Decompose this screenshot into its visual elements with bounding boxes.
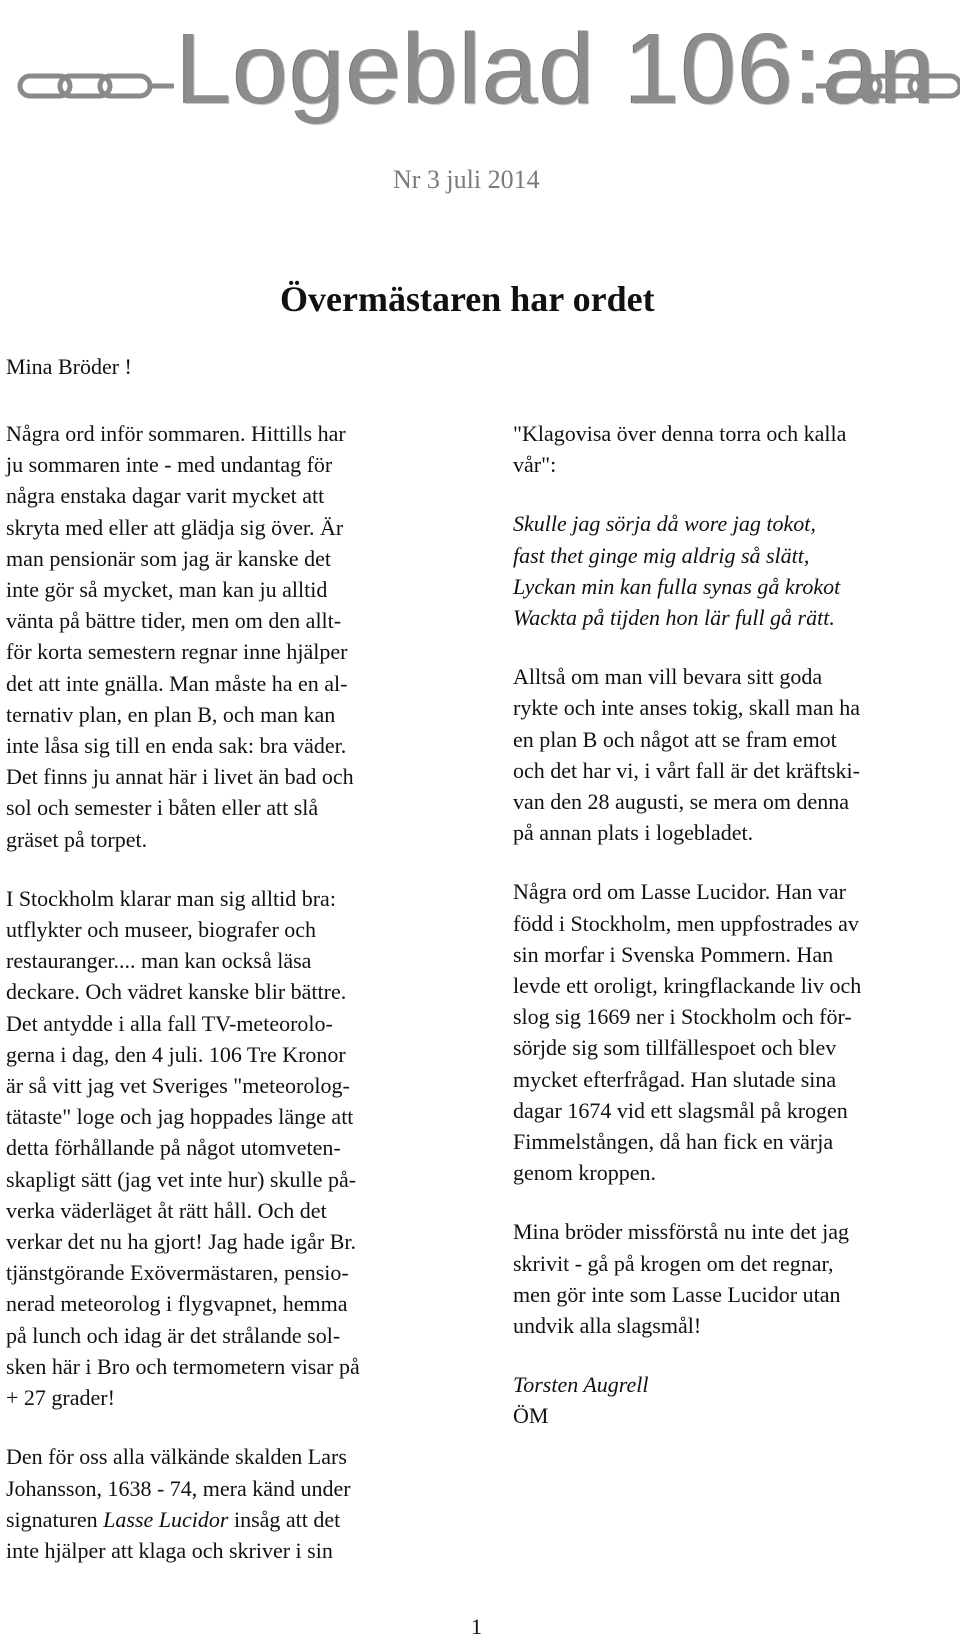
text-line: gerna i dag, den 4 juli. 106 Tre Kronor	[6, 1041, 346, 1067]
text-line: deckare. Och vädret kanske blir bättre.	[6, 979, 347, 1005]
text-line: Det antydde i alla fall TV-meteorolo-	[6, 1010, 333, 1036]
text-line: skapligt sätt (jag vet inte hur) skulle på-	[6, 1166, 357, 1192]
paragraph-2	[6, 883, 446, 1413]
verse-line: fast thet ginge mig aldrig så slätt,	[513, 542, 810, 568]
author-title: ÖM	[513, 1403, 549, 1429]
author-signature: Torsten Augrell	[513, 1372, 649, 1398]
text-run: signaturen	[6, 1506, 104, 1532]
text-line: verka väderläget åt rätt håll. Och det	[6, 1197, 327, 1223]
text-line: några enstaka dagar varit mycket att	[6, 483, 325, 509]
text-line: det att inte gnälla. Man måste ha en al-	[6, 670, 348, 696]
text-line: för korta semestern regnar inne hjälper	[6, 639, 348, 665]
text-line: tätaste" loge och jag hoppades länge att	[6, 1104, 354, 1130]
text-line: verkar det nu ha gjort! Jag hade igår Br.	[6, 1229, 357, 1255]
text-line: I Stockholm klarar man sig alltid bra:	[6, 885, 336, 911]
text-line: sken här i Bro och termometern visar på	[6, 1353, 360, 1379]
text-line: är så vitt jag vet Sveriges "meteorolog-	[6, 1073, 350, 1099]
text-line: inte hjälper att klaga och skriver i sin	[6, 1537, 333, 1563]
text-line: detta förhållande på något utomveten-	[6, 1135, 341, 1161]
text-line: ju sommaren inte - med undantag för	[6, 452, 333, 478]
verse-line: Lyckan min kan fulla synas gå krokot	[513, 573, 841, 599]
paragraph-4	[513, 661, 933, 848]
quote-title	[513, 418, 933, 480]
masthead	[8, 13, 952, 128]
text-line: Alltså om man vill bevara sitt goda	[513, 664, 823, 690]
paragraph-5	[513, 876, 933, 1188]
text-line: på annan plats i logebladet.	[513, 820, 754, 846]
right-column	[513, 418, 933, 1460]
poem-verse	[513, 508, 933, 633]
masthead-title: Logeblad 106:an	[176, 13, 937, 125]
text-line: Johansson, 1638 - 74, mera känd under	[6, 1475, 351, 1501]
text-line: gräset på torpet.	[6, 826, 148, 852]
left-column	[6, 418, 446, 1594]
text-line: sol och semester i båten eller att slå	[6, 795, 319, 821]
greeting: Mina Bröder !	[6, 354, 132, 379]
text-line: tjänstgörande Exövermästaren, pensio-	[6, 1260, 349, 1286]
chain-link-icon	[16, 68, 176, 104]
text-line: levde ett oroligt, kringflackande liv och	[513, 973, 862, 999]
poet-pseudonym: Lasse Lucidor	[103, 1506, 229, 1532]
signature-block	[513, 1369, 933, 1431]
text-line: sörjde sig som tillfällespoet och blev	[513, 1035, 837, 1061]
page-title: Övermästaren har ordet	[280, 279, 655, 319]
chain-link-icon	[816, 68, 960, 104]
text-line: men gör inte som Lasse Lucidor utan	[513, 1281, 841, 1307]
text-run: insåg att det	[228, 1506, 341, 1532]
text-line: Det finns ju annat här i livet än bad och	[6, 764, 354, 790]
text-line	[6, 1504, 446, 1535]
paragraph-6	[513, 1216, 933, 1341]
text-line: inte låsa sig till en enda sak: bra väder.	[6, 733, 347, 759]
text-line: och det har vi, i vårt fall är det kräftski-	[513, 757, 860, 783]
text-line: genom kroppen.	[513, 1160, 656, 1186]
text-line: Några ord om Lasse Lucidor. Han var	[513, 879, 846, 905]
text-line: utflykter och museer, biografer och	[6, 917, 317, 943]
text-line: dagar 1674 vid ett slagsmål på krogen	[513, 1097, 848, 1123]
verse-line: Skulle jag sörja då wore jag tokot,	[513, 511, 816, 537]
issue-number: Nr 3 juli 2014	[393, 165, 540, 194]
text-line: man pensionär som jag är kanske det	[6, 545, 332, 571]
text-line: "Klagovisa över denna torra och kalla	[513, 421, 847, 446]
text-line: + 27 grader!	[6, 1385, 115, 1411]
page-number: 1	[471, 1614, 482, 1639]
text-line: på lunch och idag är det strålande sol-	[6, 1322, 341, 1348]
paragraph-1	[6, 418, 446, 855]
text-line: vår":	[513, 452, 557, 478]
text-line: undvik alla slagsmål!	[513, 1313, 702, 1339]
text-line: skryta med eller att glädja sig över. Är	[6, 514, 344, 540]
text-line: inte gör så mycket, man kan ju alltid	[6, 577, 328, 603]
text-line: skrivit - gå på krogen om det regnar,	[513, 1250, 834, 1276]
text-line: Mina bröder missförstå nu inte det jag	[513, 1219, 850, 1245]
text-line: en plan B och något att se fram emot	[513, 726, 837, 752]
text-line: född i Stockholm, men uppfostrades av	[513, 910, 859, 936]
text-line: mycket efterfrågad. Han slutade sina	[513, 1066, 837, 1092]
text-line: ternativ plan, en plan B, och man kan	[6, 701, 336, 727]
text-line: Fimmelstången, då han fick en värja	[513, 1129, 834, 1155]
text-line: Några ord inför sommaren. Hittills har	[6, 421, 346, 446]
text-line: van den 28 augusti, se mera om denna	[513, 789, 850, 815]
text-line: slog sig 1669 ner i Stockholm och för-	[513, 1004, 852, 1030]
text-line: rykte och inte anses tokig, skall man ha	[513, 695, 861, 721]
text-line: restauranger.... man kan också läsa	[6, 948, 312, 974]
paragraph-3	[6, 1441, 446, 1566]
verse-line: Wackta på tijden hon lär full gå rätt.	[513, 605, 835, 631]
text-line: Den för oss alla välkände skalden Lars	[6, 1444, 347, 1470]
text-line: sin morfar i Svenska Pommern. Han	[513, 941, 834, 967]
text-line: nerad meteorolog i flygvapnet, hemma	[6, 1291, 348, 1317]
text-line: vänta på bättre tider, men om den allt-	[6, 608, 342, 634]
